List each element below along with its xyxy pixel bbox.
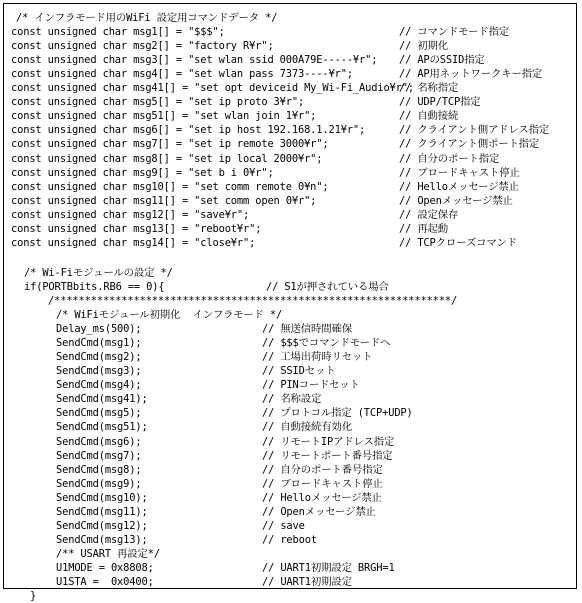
- code-comment: // Openメッセージ禁止: [262, 505, 376, 518]
- code-comment: // 名称指定: [399, 82, 459, 95]
- code-text: const unsigned char msg41[] = "set opt deviceid My_Wi-Fi_Audio¥r";: [11, 82, 414, 95]
- code-text: SendCmd(msg9);: [56, 477, 142, 490]
- code-text: SendCmd(msg4);: [56, 379, 142, 392]
- code-text: /* WiFiモジュール初期化 インフラモード */: [56, 309, 283, 322]
- code-text: const unsigned char msg51[] = "set wlan join 1¥r";: [11, 110, 317, 123]
- code-comment: // $$$でコマンドモードへ: [262, 337, 391, 350]
- code-text: const unsigned char msg11[] = "set comm open 0¥r";: [11, 194, 317, 207]
- code-text: const unsigned char msg1[] = "$$$";: [11, 26, 225, 39]
- code-comment: // コマンドモード指定: [399, 26, 510, 39]
- code-comment: // 自分のポート番号指定: [262, 463, 383, 476]
- code-text: SendCmd(msg2);: [56, 351, 142, 364]
- code-text: const unsigned char msg6[] = "set ip host 192.168.1.21¥r";: [11, 124, 366, 137]
- code-text: SendCmd(msg8);: [56, 463, 142, 476]
- code-comment: // 初期化: [399, 40, 449, 53]
- code-text: const unsigned char msg4[] = "set wlan pass 7373----¥r";: [11, 68, 353, 81]
- code-text: SendCmd(msg7);: [56, 449, 142, 462]
- code-text: const unsigned char msg10[] = "set comm remote 0¥n";: [11, 180, 329, 193]
- code-text: SendCmd(msg3);: [56, 365, 142, 378]
- code-comment: // 無送信時間確保: [262, 323, 353, 336]
- code-comment: // Helloメッセージ禁止: [399, 180, 519, 193]
- code-comment: // Helloメッセージ禁止: [262, 491, 382, 504]
- code-text: SendCmd(msg1);: [56, 337, 142, 350]
- code-comment: // TCPクローズコマンド: [399, 236, 518, 249]
- code-comment: // 自動接続有効化: [262, 421, 353, 434]
- code-comment: // UART1初期設定: [262, 576, 352, 588]
- code-comment: // プロトコル指定 (TCP+UDP): [262, 407, 413, 420]
- code-comment: // クライアント側アドレス指定: [399, 124, 550, 137]
- code-comment: // 自分のポート指定: [399, 152, 500, 165]
- code-text: SendCmd(msg11);: [56, 505, 148, 518]
- code-comment: // PINコードセット: [262, 379, 360, 392]
- code-comment: // 再起動: [399, 222, 449, 235]
- code-text: const unsigned char msg14[] = "close¥r";: [11, 236, 256, 249]
- code-comment: // SSIDセット: [262, 365, 336, 378]
- code-text: U1STA = 0x0400;: [56, 576, 154, 588]
- code-text: U1MODE = 0x8808;: [56, 561, 154, 574]
- code-text: /*****************************************************************/: [48, 295, 458, 307]
- code-comment: // S1が押されている場合: [266, 280, 389, 293]
- code-comment: // 設定保存: [399, 208, 459, 221]
- code-text: const unsigned char msg13[] = "reboot¥r";: [11, 222, 262, 235]
- code-comment: // リモートポート番号指定: [262, 449, 393, 462]
- code-comment: // reboot: [262, 533, 317, 546]
- code-comment: // ブロードキャスト停止: [262, 477, 383, 490]
- code-text: const unsigned char msg2[] = "factory R¥r";: [11, 40, 274, 53]
- code-text: const unsigned char msg12[] = "save¥r";: [11, 208, 250, 221]
- code-text: const unsigned char msg9[] = "set b i 0¥r";: [11, 166, 274, 179]
- code-comment: // 名称設定: [262, 393, 322, 406]
- code-text: SendCmd(msg51);: [56, 421, 148, 434]
- code-text: SendCmd(msg12);: [56, 519, 148, 532]
- code-text: Delay_ms(500);: [56, 323, 142, 336]
- code-text: const unsigned char msg5[] = "set ip proto 3¥r";: [11, 96, 305, 109]
- code-comment: // APのSSID指定: [399, 54, 485, 67]
- code-text: const unsigned char msg7[] = "set ip remote 3000¥r";: [11, 138, 329, 151]
- code-text: SendCmd(msg10);: [56, 491, 148, 504]
- code-text: SendCmd(msg13);: [56, 533, 148, 546]
- code-comment: // リモートIPアドレス指定: [262, 435, 395, 448]
- code-text: /* Wi-Fiモジュールの設定 */: [24, 266, 173, 279]
- code-comment: // AP用ネットワークキー指定: [399, 68, 543, 81]
- code-listing-frame: [3, 3, 577, 603]
- code-comment: // UART1初期設定 BRGH=1: [262, 561, 395, 574]
- code-text: const unsigned char msg3[] = "set wlan ssid 000A79E-----¥r";: [11, 54, 378, 67]
- code-comment: // Openメッセージ禁止: [399, 194, 513, 207]
- code-text: SendCmd(msg6);: [56, 435, 142, 448]
- code-text: /** USART 再設定*/: [56, 547, 160, 560]
- code-text: /* インフラモード用のWiFi 設定用コマンドデータ */: [16, 12, 278, 24]
- code-comment: // UDP/TCP指定: [399, 96, 481, 109]
- code-comment: // 工場出荷時リセット: [262, 351, 373, 364]
- code-comment: // 自動接続: [399, 110, 459, 123]
- code-comment: // ブロードキャスト停止: [399, 166, 520, 179]
- code-text: SendCmd(msg41);: [56, 393, 148, 406]
- code-comment: // save: [262, 519, 305, 532]
- code-comment: // クライアント側ポート指定: [399, 138, 540, 151]
- code-text: SendCmd(msg5);: [56, 407, 142, 420]
- code-text: if(PORTBbits.RB6 == 0){: [24, 280, 165, 293]
- code-text: const unsigned char msg8[] = "set ip local 2000¥r";: [11, 152, 323, 165]
- code-text: }: [30, 590, 37, 603]
